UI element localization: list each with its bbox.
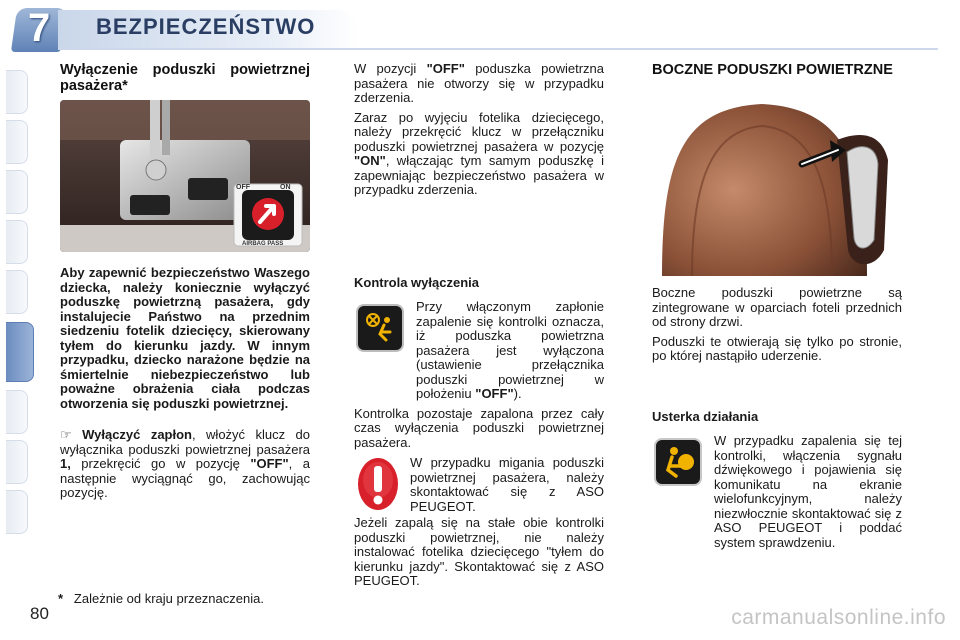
left-heading: Wyłączenie poduszki powietrznej pasażera* — [60, 62, 310, 94]
side-tab[interactable] — [6, 120, 28, 164]
side-tab[interactable] — [6, 270, 28, 314]
middle-intro: W pozycji "OFF" poduszka powietrzna pasażera nie otworzy się w przypadku zderzenia. Zaraz po wyjęciu fotelika dziecięcego, należy przekręcić klucz w przełączniku poduszki powietrznej pasażera w pozycję "ON", włączając tym samym poduszkę i zapewniając bezpieczeństwo pasażera w przypadku zderzenia. — [354, 61, 604, 197]
side-tab[interactable] — [6, 170, 28, 214]
airbag-switch-illustration — [60, 100, 310, 252]
bullet-text-3: , a następnie wyciągnąć go, zachowując pozycję. — [60, 456, 310, 500]
switch-off-label: OFF — [236, 184, 250, 191]
side-tab[interactable] — [6, 490, 28, 534]
airbag-switch-photo — [60, 100, 310, 252]
pointing-hand-icon: ☞ — [60, 427, 72, 442]
flashing-warning-text: W przypadku migania poduszki powietrznej pasażera, należy skontaktować się z ASO PEUGEOT. — [410, 455, 604, 514]
side-tab-strip — [0, 70, 30, 570]
final-warning-text: Jeżeli zapalą się na stałe obie kontrolki poduszki powietrznej, nie należy instalować fotelika dziecięcego "tyłem do kierunku jazdy". Skontaktować się z ASO PEUGEOT. — [354, 515, 604, 588]
side-tab-active[interactable] — [6, 322, 34, 382]
page-title: BEZPIECZEŃSTWO — [96, 14, 316, 39]
left-warning-text: Aby zapewnić bezpieczeństwo Waszego dziecka, należy koniecznie wyłączyć poduszkę powietrzną pasażera, gdy instalujecie Państwo na przednim siedzeniu fotelik dziecięcy, skierowany tyłem do kierunku jazdy. W innym przypadku, dziecko narażone będzie na śmiertelnie niebezpieczeństwo lub poważne obrażenia ciała podczas otworzenia się poduszki powietrznej. — [60, 265, 310, 411]
footnote-text: Zależnie od kraju przeznaczenia. — [73, 591, 264, 606]
warning-exclamation-icon — [356, 456, 400, 512]
seat-illustration — [652, 100, 902, 276]
bullet-text: , włożyć klucz do wyłącznika poduszki powietrznej pasażera — [60, 427, 310, 457]
bullet-bold-2: 1, — [60, 456, 71, 471]
left-bullet — [60, 428, 310, 501]
right-heading: BOCZNE PODUSZKI POWIETRZNE — [652, 62, 893, 78]
fault-text: W przypadku zapalenia się tej kontrolki, włączenia sygnału dźwiękowego i pojawienia się komunikatu na ekranie wielofunkcyjnym, należy niezwłocznie skontaktować się z ASO PEUGEOT i poddać system sprawdzeniu. — [714, 433, 902, 550]
header-divider — [58, 48, 938, 50]
control-heading: Kontrola wyłączenia — [354, 275, 479, 290]
page-number: 80 — [30, 604, 49, 623]
bullet-bold: Wyłączyć zapłon — [82, 427, 192, 442]
side-tab[interactable] — [6, 70, 28, 114]
side-tab[interactable] — [6, 440, 28, 484]
control-text: Przy włączonym zapłonie zapalenie się kontrolki oznacza, iż poduszka powietrzna pasażera jest wyłączona (ustawienie przełącznika poduszki powietrznej w położeniu "OFF"). Kontrolka pozostaje zapalona przez cały czas wyłączenia poduszki powietrznej pasażera. — [354, 299, 604, 450]
footnote — [58, 592, 318, 607]
fault-heading: Usterka działania — [652, 409, 759, 424]
switch-on-label: ON — [280, 184, 291, 191]
watermark: carmanualsonline.info — [731, 606, 946, 629]
airbag-label: AIRBAG PASS — [242, 241, 284, 247]
side-airbag-photo — [652, 100, 902, 276]
bullet-text-2: przekręcić go w pozycję — [70, 456, 251, 471]
side-airbag-text: Boczne poduszki powietrzne są zintegrowane w oparciach foteli przednich od strony drzwi. Poduszki te otwierają się tylko po stronie, po której nastąpiło uderzenie. — [652, 285, 902, 363]
side-tab[interactable] — [6, 220, 28, 264]
footnote-marker: * — [58, 591, 64, 606]
side-tab[interactable] — [6, 390, 28, 434]
chapter-number: 7 — [28, 6, 51, 50]
bullet-bold-3: "OFF" — [250, 456, 289, 471]
